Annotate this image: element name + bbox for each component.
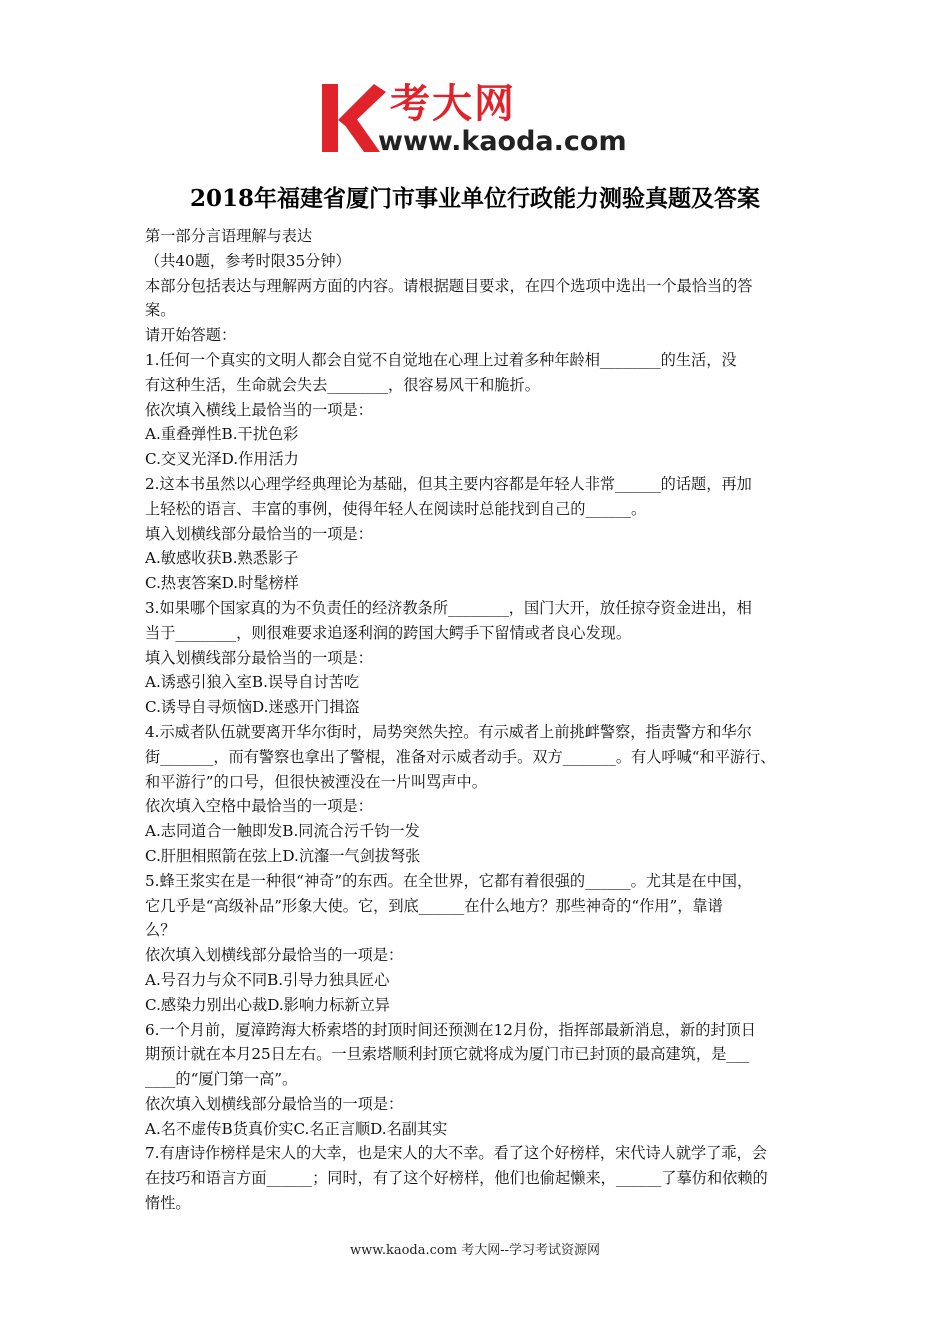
text-line: C.热衷答案D.时髦榜样	[145, 574, 299, 593]
text-line: （共40题，参考时限35分钟）	[145, 251, 351, 270]
text-line: 2.这本书虽然以心理学经典理论为基础，但其主要内容都是年轻人非常______的话题，再加	[145, 474, 752, 493]
text-line: 期预计就在本月25日左右。一旦索塔顺利封顶它就将成为厦门市已封顶的最高建筑，是___	[145, 1045, 750, 1064]
text-line: 5.蜂王浆实在是一种很“神奇”的东西。在全世界，它都有着很强的______。尤其是在中国，	[145, 871, 753, 890]
document-title: 2018年福建省厦门市事业单位行政能力测验真题及答案	[189, 185, 760, 212]
text-line: 填入划横线部分最恰当的一项是：	[145, 524, 373, 543]
kaoda-logo	[318, 80, 638, 158]
text-line: ____的“厦门第一高”。	[145, 1070, 298, 1089]
text-line: 3.如果哪个国家真的为不负责任的经济教条所________，国门大开，放任掠夺资金进出，相	[145, 598, 752, 617]
text-line: 4.示威者队伍就要离开华尔街时，局势突然失控。有示威者上前挑衅警察，指责警方和华尔	[145, 722, 752, 741]
logo-brand-text: 考大网	[390, 81, 516, 127]
text-line: 它几乎是“高级补品”形象大使。它，到底______在什么地方？那些神奇的“作用”，靠谱	[145, 896, 723, 915]
text-line: C.感染力别出心裁D.影响力标新立异	[145, 995, 390, 1014]
text-line: 本部分包括表达与理解两方面的内容。请根据题目要求，在四个选项中选出一个最恰当的答	[145, 276, 753, 295]
text-line: 依次填入划横线部分最恰当的一项是：	[145, 946, 404, 965]
text-line: C.交叉光泽D.作用活力	[145, 450, 299, 469]
text-line: A.重叠弹性B.干扰色彩	[145, 425, 299, 444]
text-line: A.志同道合一触即发B.同流合污千钧一发	[145, 822, 420, 841]
text-line: 6.一个月前，厦漳跨海大桥索塔的封顶时间还预测在12月份，指挥部最新消息，新的封顶日	[145, 1020, 756, 1039]
text-line: A.号召力与众不同B.引导力独具匠心	[145, 970, 390, 989]
text-line: C.肝胆相照箭在弦上D.沆瀣一气剑拔弩张	[145, 846, 421, 865]
text-line: 请开始答题：	[145, 326, 237, 345]
text-line: 7.有唐诗作榜样是宋人的大幸，也是宋人的大不幸。看了这个好榜样，宋代诗人就学了乖，会	[145, 1144, 767, 1163]
text-line: 有这种生活，生命就会失去________，很容易风干和脆折。	[145, 375, 540, 394]
text-line: 和平游行”的口号，但很快被湮没在一片叫骂声中。	[145, 772, 487, 791]
text-line: A.敏感收获B.熟悉影子	[145, 549, 299, 568]
text-line: 在技巧和语言方面______；同时，有了这个好榜样，他们也偷起懒来，______了摹仿和依赖的	[145, 1169, 768, 1188]
document-body	[145, 224, 813, 1216]
text-line: 当于________，则很难要求追逐利润的跨国大鳄手下留情或者良心发现。	[145, 623, 631, 642]
text-line: 上轻松的语言、丰富的事例，使得年轻人在阅读时总能找到自己的______。	[145, 499, 647, 518]
text-line: 街_______，而有警察也拿出了警棍，准备对示威者动手。双方_______。有人呼喊“和平游行、	[145, 747, 776, 766]
text-line: A.诱惑引狼入室B.误导自讨苦吃	[145, 673, 360, 692]
text-line: A.名不虚传B货真价实C.名正言顺D.名副其实	[145, 1119, 448, 1138]
text-line: 1.任何一个真实的文明人都会自觉不自觉地在心理上过着多种年龄相________的生活，没	[145, 350, 737, 369]
logo-url-text: www.kaoda.com	[378, 126, 627, 157]
text-line: 依次填入横线上最恰当的一项是：	[145, 400, 373, 419]
text-line: 案。	[145, 301, 176, 320]
text-line: 第一部分言语理解与表达	[145, 227, 313, 245]
text-line: 惰性。	[145, 1194, 191, 1213]
text-line: 么？	[145, 921, 176, 940]
text-line: 依次填入空格中最恰当的一项是：	[145, 797, 373, 816]
page-footer: www.kaoda.com 考大网--学习考试资源网	[350, 1243, 600, 1258]
text-line: 依次填入划横线部分最恰当的一项是：	[145, 1094, 404, 1113]
text-line: C.诱导自寻烦恼D.迷惑开门揖盗	[145, 698, 360, 717]
text-line: 填入划横线部分最恰当的一项是：	[145, 648, 373, 667]
